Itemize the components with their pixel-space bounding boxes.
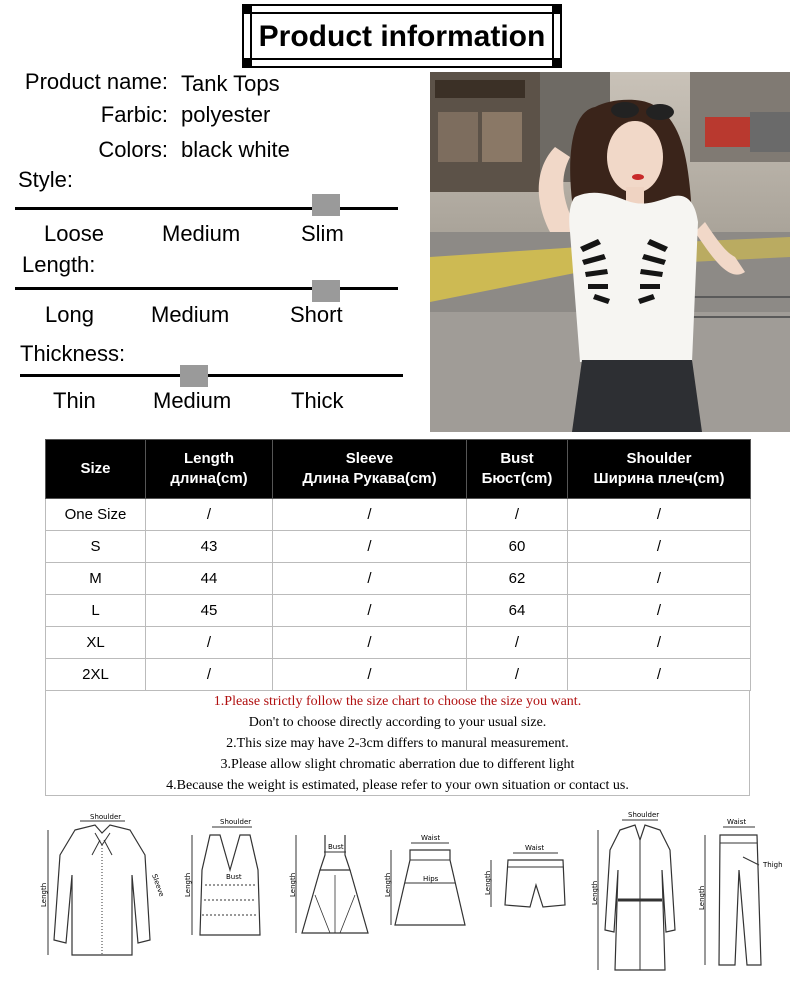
cell-size: 2XL <box>46 659 146 691</box>
shirt-measure-diagram <box>40 815 165 975</box>
length-scale-marker <box>312 280 340 302</box>
style-option-slim: Slim <box>301 221 344 246</box>
cell-sleeve: / <box>273 499 467 531</box>
length-label-7: Length <box>698 885 706 910</box>
bust-label-1: Bust <box>226 873 242 881</box>
hips-label: Hips <box>423 875 439 883</box>
cell-shoulder: / <box>568 499 751 531</box>
thickness-scale-marker <box>180 365 208 387</box>
length-label-2: Length <box>184 872 192 897</box>
table-row <box>46 627 751 659</box>
table-row <box>46 595 751 627</box>
skirt-measure-diagram <box>385 815 475 975</box>
size-table-header-row <box>46 440 751 499</box>
cell-length: 43 <box>146 531 273 563</box>
page-title: Product information <box>258 20 546 53</box>
colors-value: black white <box>181 137 290 162</box>
style-scale-line <box>15 207 398 210</box>
cell-bust: / <box>467 627 568 659</box>
cell-bust: / <box>467 499 568 531</box>
note-1: 1.Please strictly follow the size chart to choose the size you want. <box>213 694 582 709</box>
cell-length: / <box>146 659 273 691</box>
header-sleeve: Sleeve Длина Рукава(cm) <box>273 440 467 499</box>
cell-length: 44 <box>146 563 273 595</box>
table-row <box>46 659 751 691</box>
thickness-option-thick: Thick <box>291 388 344 413</box>
cell-size: One Size <box>46 499 146 531</box>
cell-sleeve: / <box>273 659 467 691</box>
thigh-label: Thigh <box>763 861 783 869</box>
shorts-measure-diagram <box>483 815 578 975</box>
style-option-loose: Loose <box>44 221 104 246</box>
thickness-option-thin: Thin <box>53 388 96 413</box>
coat-measure-diagram <box>590 810 685 980</box>
cell-sleeve: / <box>273 563 467 595</box>
thickness-label: Thickness: <box>20 341 126 366</box>
cell-sleeve: / <box>273 627 467 659</box>
cell-shoulder: / <box>568 531 751 563</box>
waist-label-2: Waist <box>525 844 545 852</box>
header-size: Size <box>46 440 146 499</box>
cell-bust: 60 <box>467 531 568 563</box>
cell-length: 45 <box>146 595 273 627</box>
thickness-scale-line <box>20 374 403 377</box>
header-shoulder: Shoulder Ширина плеч(cm) <box>568 440 751 499</box>
style-option-medium: Medium <box>162 221 241 246</box>
cell-bust: 64 <box>467 595 568 627</box>
sleeve-label: Sleeve <box>150 872 166 898</box>
note-5: 4.Because the weight is estimated, please refer to your own situation or contact us. <box>166 778 629 793</box>
length-scale-line <box>15 287 398 290</box>
cell-shoulder: / <box>568 627 751 659</box>
size-table <box>45 439 751 691</box>
cell-shoulder: / <box>568 563 751 595</box>
cell-size: L <box>46 595 146 627</box>
cell-size: XL <box>46 627 146 659</box>
vest-measure-diagram <box>180 815 280 975</box>
waist-label-1: Waist <box>421 834 441 842</box>
cell-size: S <box>46 531 146 563</box>
length-option-long: Long <box>45 302 94 327</box>
cell-sleeve: / <box>273 595 467 627</box>
table-row <box>46 499 751 531</box>
thickness-option-medium: Medium <box>153 388 232 413</box>
table-row <box>46 531 751 563</box>
cell-shoulder: / <box>568 659 751 691</box>
cell-shoulder: / <box>568 595 751 627</box>
cell-size: M <box>46 563 146 595</box>
cell-sleeve: / <box>273 531 467 563</box>
cell-length: / <box>146 499 273 531</box>
table-row <box>46 563 751 595</box>
note-3: 2.This size may have 2-3cm differs to manural measurement. <box>226 736 569 751</box>
length-label-1: Length <box>40 882 48 907</box>
length-option-medium: Medium <box>151 302 230 327</box>
title-frame <box>242 4 562 68</box>
size-notes <box>45 690 750 796</box>
product-name-value: Tank Tops <box>181 71 280 96</box>
header-length: Length длина(cm) <box>146 440 273 499</box>
header-bust: Bust Бюст(cm) <box>467 440 568 499</box>
cell-bust: / <box>467 659 568 691</box>
colors-label: Colors: <box>98 137 168 162</box>
shoulder-label: Shoulder <box>90 813 122 821</box>
length-label-5: Length <box>484 870 492 895</box>
bust-label-2: Bust <box>328 843 344 851</box>
dress-measure-diagram <box>290 815 380 975</box>
fabric-value: polyester <box>181 102 271 127</box>
length-option-short: Short <box>290 302 343 327</box>
cell-length: / <box>146 627 273 659</box>
note-4: 3.Please allow slight chromatic aberration due to different light <box>220 757 575 772</box>
trousers-measure-diagram <box>695 815 790 980</box>
length-label: Length: <box>22 252 96 277</box>
style-label: Style: <box>18 167 74 192</box>
shoulder-label-2: Shoulder <box>220 818 252 826</box>
fabric-label: Farbic: <box>100 102 168 127</box>
style-scale-marker <box>312 194 340 216</box>
note-2: Don't to choose directly according to your usual size. <box>248 715 547 730</box>
length-label-4: Length <box>384 872 392 897</box>
shoulder-label-3: Shoulder <box>628 811 660 819</box>
product-name-label: Product name: <box>24 69 168 94</box>
waist-label-3: Waist <box>727 818 747 826</box>
product-photo <box>430 72 790 432</box>
length-label-6: Length <box>591 880 599 905</box>
cell-bust: 62 <box>467 563 568 595</box>
length-label-3: Length <box>289 872 297 897</box>
